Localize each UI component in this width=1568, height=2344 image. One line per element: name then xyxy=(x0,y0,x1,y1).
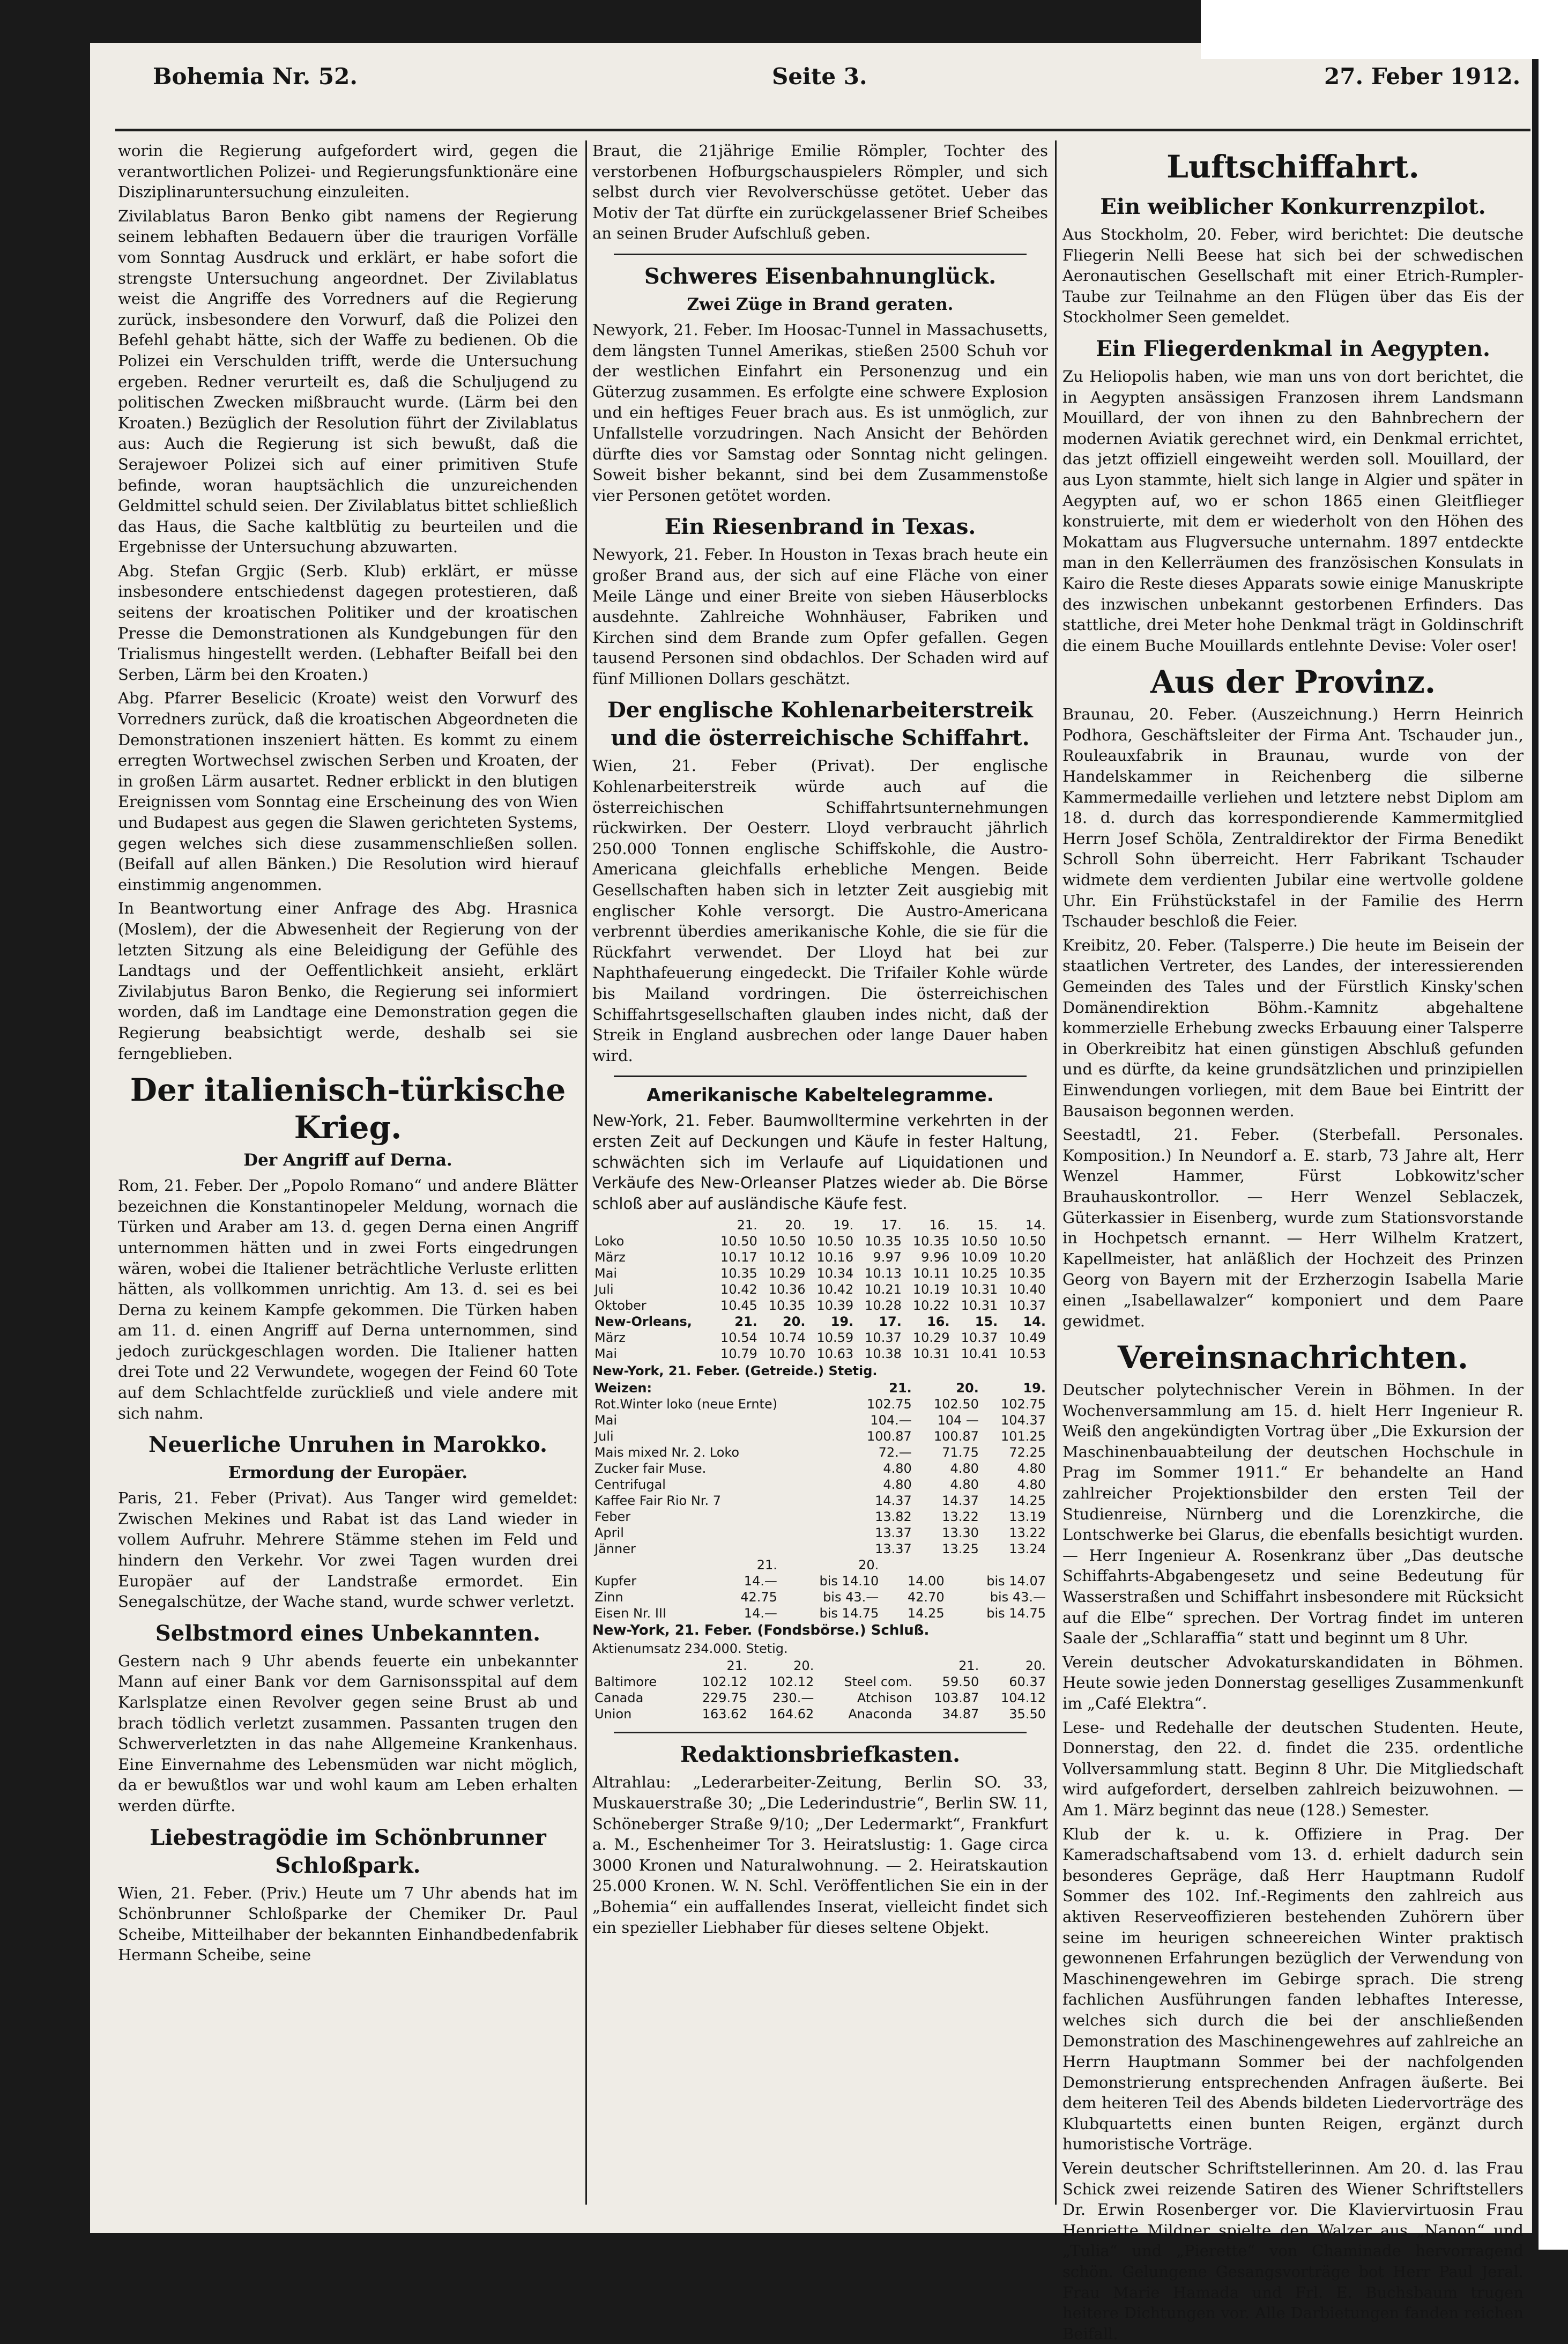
table-row xyxy=(592,1428,1048,1444)
table-cell: 10.35 xyxy=(865,1234,902,1249)
table-cell: Feber xyxy=(594,1509,631,1525)
table-header-cell: 20. xyxy=(956,1381,979,1396)
table-cell: Rot.Winter loko (neue Ernte) xyxy=(594,1397,778,1412)
table-cell: 10.74 xyxy=(768,1330,806,1346)
article-paragraph: Abg. Pfarrer Beselicic (Kroate) weist den Vorwurf des Vorredners zurück, daß die kroatischen Abgeordneten die Demonstrationen inszeniert hätten. Es kommt zu einem erregten Wortwechsel zwischen Serben und Kroaten, der in großen Lärm ausartet. Redner erblickt in den blutigen Ereignissen vom Sonntag eine Erscheinung des von Wien und Budapest aus gegen die Slawen gerichteten Systems, gegen welches sich diese zusammenschließen sollen. (Beifall auf allen Bänken.) Die Resolution wird hierauf einstimmig angenommen. xyxy=(118,689,578,894)
table-cell: 14.37 xyxy=(875,1493,912,1509)
table-header-row xyxy=(592,1217,1048,1233)
table-cell: 10.22 xyxy=(912,1298,950,1314)
table-cell: 4.80 xyxy=(1017,1461,1046,1477)
table-row xyxy=(592,1509,1048,1525)
table-row xyxy=(592,1346,1048,1362)
table-cell: 9.96 xyxy=(921,1250,950,1265)
table-cell: Kupfer xyxy=(594,1574,637,1589)
table-cell: 10.19 xyxy=(912,1282,950,1297)
table-row xyxy=(592,1281,1048,1297)
article-paragraph: Rom, 21. Feber. Der „Popolo Romano“ und andere Blätter bezeichnen die Konstantinopeler Meldung, wornach die Türken und Araber am 13. d. gegen Derna einen Angriff unternommen hätten und in zwei Forts eingedrungen wären, wobei die Italiener beträchtliche Verluste erlitten hätten, als vollkommen unrichtig. Am 13. d. sei es bei Derna zu keinem Kampfe gekommen. Die Türken haben am 11. d. einen Angriff auf Derna unternommen, sind jedoch zurückgeschlagen worden. Die Italiener hatten drei Tote und 22 Verwundete, wogegen der Feind 60 Tote auf dem Schlachtfelde zurückließ und viele andere mit sich nahm. xyxy=(118,1176,578,1422)
table-cell: 10.31 xyxy=(912,1346,950,1362)
article-paragraph: Braut, die 21jährige Emilie Römpler, Tochter des verstorbenen Hofburgschauspielers Römpler, und sich selbst durch vier Revolverschüsse getötet. Ueber das Motiv der Tat dürfte ein zurückgelassener Brief Scheibes an seinen Bruder Aufschluß geben. xyxy=(592,142,1048,243)
table-row xyxy=(592,1573,1048,1589)
metal-table xyxy=(592,1557,1048,1621)
table-cell: 10.50 xyxy=(961,1234,998,1249)
table-cell: 13.37 xyxy=(875,1525,912,1541)
table-header-cell: 15. xyxy=(975,1314,998,1330)
table-row xyxy=(592,1265,1048,1281)
table-cell: 10.35 xyxy=(768,1298,806,1314)
table-cell: 14.00 xyxy=(907,1574,945,1589)
table-cell: 10.35 xyxy=(720,1266,757,1281)
table-cell: 10.12 xyxy=(768,1250,806,1265)
article-paragraph: Seestadtl, 21. Feber. (Sterbefall. Personales. Komposition.) In Neundorf a. E. starb, 73 Jahre alt, Herr Wenzel Hammer, Fürst Lobkowitz'scher Brauhauskontrollor. — Herr Wenzel Seblaczek, Güterkassier in Eisenberg, wurde zum Stationsvorstande in Hochpetsch ernannt. — Herr Wilhelm Kratzert, Kapellmeister, hat anläßlich der Hochzeit des Prinzen Georg von Bayern mit der Erzherzogin Isabella Marie einen „Isabellawalzer“ komponiert und dem Paare gewidmet. xyxy=(1062,1125,1524,1330)
table-cell: 10.36 xyxy=(768,1282,806,1297)
table-cell: bis 43.— xyxy=(990,1590,1046,1605)
table-header-cell: 20. xyxy=(793,1658,814,1674)
table-cell: März xyxy=(594,1250,626,1265)
headline-provinz: Aus der Provinz. xyxy=(1150,664,1436,701)
table-cell: 10.54 xyxy=(720,1330,757,1346)
table-row xyxy=(592,1477,1048,1493)
article-paragraph: Wien, 21. Feber (Privat). Der englische Kohlenarbeiterstreik würde auch auf die österreichischen Schiffahrtsunternehmungen rückwirken. Der Oesterr. Lloyd verbraucht jährlich 250.000 Tonnen englische Schiffskohle, die Austro-Americana gleichfalls erhebliche Mengen. Beide Gesellschaften haben sich in letzter Zeit ausgiebig mit englischer Kohle versorgt. Die Austro-Americana verbrennt überdies amerikanische Kohle, die sie für die Rückfahrt verwendet. Der Lloyd hat bei zur Naphthafeuerung eingedeckt. Die Trifailer Kohle würde bis Mailand vordringen. Die österreichischen Schiffahrtsgesellschaften glauben indes nicht, daß der Streik in England ausbrechen oder lange Dauer haben wird. xyxy=(592,756,1048,1065)
table-cell: 10.40 xyxy=(1009,1282,1046,1297)
table-cell: Zinn xyxy=(594,1590,623,1605)
table-cell: 10.79 xyxy=(720,1346,757,1362)
table-cell: 14.25 xyxy=(907,1606,945,1621)
table-cell: Union xyxy=(594,1707,632,1722)
table-cell: 34.87 xyxy=(942,1707,979,1722)
article-paragraph: Verein deutscher Advokaturskandidaten in Böhmen. Heute sowie jeden Donnerstag geselliges Zusammenkunft im „Café Elektra“. xyxy=(1062,1652,1524,1712)
table-header-cell xyxy=(592,1557,714,1573)
article-paragraph: Deutscher polytechnischer Verein in Böhmen. In der Wochenversammlung am 15. d. hielt Herr Ingenieur R. Weiß den angekündigten Vortrag über „Die Exkursion der Maschinenbauabteilung der deutschen Hochschule in Prag im Sommer 1911.“ Er behandelte an Hand zahlreicher Projektionsbilder den ersten Teil der Studienreise, Nürnberg und die Lorenzkirche, die Lontschwerke bei Glarus, die ebenfalls besichtigt wurden. — Herr Ingenieur A. Rosenkranz über „Das deutsche Schiffahrts-Abgabengesetz und seine Bedeutung für Wasserstraßen und Schiffahrt insbesondere mit Rücksicht auf die Elbe“ sprechen. Der Vortrag findet im unteren Saale der „Schlaraffia“ statt und beginnt um 8 Uhr. xyxy=(1062,1381,1524,1648)
separator xyxy=(614,1732,1027,1733)
table-cell: Anaconda xyxy=(848,1707,912,1722)
table-header-cell: 21. xyxy=(756,1557,777,1573)
column-rule-2 xyxy=(1055,140,1057,2205)
headline-vereinsnachrichten: Vereinsnachrichten. xyxy=(1117,1339,1469,1376)
table-cell: 10.70 xyxy=(768,1346,806,1362)
table-cell: 10.29 xyxy=(912,1330,950,1346)
article-paragraph: Newyork, 21. Feber. Im Hoosac-Tunnel in Massachusetts, dem längsten Tunnel Amerikas, stießen 2500 Schuh vor der westlichen Einfahrt ein Personenzug und ein Güterzug zusammen. Es erfolgte eine schwere Explosion und ein heftiges Feuer brach aus. Es ist unmöglich, zur Unfallstelle vorzudringen. Nach Ansicht der Behörden dürfte dies vor Samstag oder Sonntag nicht gelingen. Soweit bisher bekannt, sind bei dem Zusammenstoße vier Personen getötet worden. xyxy=(592,320,1048,505)
table-cell: Baltimore xyxy=(594,1674,657,1690)
article-paragraph: Wien, 21. Feber. (Priv.) Heute um 7 Uhr abends hat im Schönbrunner Schloßparke der Chemiker Dr. Paul Scheibe, Mitteilhaber der bekannten Einhandbedenfabrik Hermann Scheibe, seine xyxy=(118,1883,578,1964)
table-cell: 10.11 xyxy=(912,1266,950,1281)
table-cell: 10.37 xyxy=(1009,1298,1046,1314)
table-header-cell: 15. xyxy=(977,1218,998,1233)
table-cell: 100.87 xyxy=(933,1429,979,1444)
table-header-cell: 21. xyxy=(958,1658,979,1674)
table-cell: 14.— xyxy=(744,1574,777,1589)
table-cell: 4.80 xyxy=(950,1477,979,1493)
table-cell: 10.49 xyxy=(1009,1330,1046,1346)
table-cell: bis 14.07 xyxy=(986,1574,1046,1589)
table-cell: 13.22 xyxy=(942,1509,979,1525)
header-center: Seite 3. xyxy=(772,63,867,90)
article-paragraph: In Beantwortung einer Anfrage des Abg. Hrasnica (Moslem), der die Abwesenheit der Regierung von der letzten Sitzung als eine Beleidigung der Gefühle des Landtags und der Oeffentlichkeit ansieht, erklärt Zivilabjutus Baron Benko, die Regierung sei informiert worden, daß im Landtage eine Demonstration gegen die Regierung beabsichtigt werde, deshalb sei sie ferngeblieben. xyxy=(118,899,578,1063)
table-cell: 10.09 xyxy=(961,1250,998,1265)
table-cell: 10.31 xyxy=(961,1282,998,1297)
table-cell: 13.82 xyxy=(875,1509,912,1525)
table-cell: 10.50 xyxy=(720,1234,757,1249)
table-cell: April xyxy=(594,1525,624,1541)
table-cell: 10.41 xyxy=(961,1346,998,1362)
table-header-cell xyxy=(816,1658,914,1674)
table-header-row xyxy=(592,1314,1048,1330)
table-header-cell: 20. xyxy=(858,1557,879,1573)
table-cell: 14.37 xyxy=(942,1493,979,1509)
table-cell: 104.12 xyxy=(1001,1690,1046,1706)
article-paragraph: Newyork, 21. Feber. In Houston in Texas brach heute ein großer Brand aus, der sich auf eine Fläche von einer Meile Länge und einer Breite von sieben Häuserblocks ausdehnte. Zahlreiche Wohnhäuser, Fabriken und Kirchen sind dem Brande zum Opfer gefallen. Gegen tausend Personen sind obdachlos. Der Schaden wird auf fünf Millionen Dollars geschätzt. xyxy=(592,545,1048,688)
table-cell: Loko xyxy=(594,1234,625,1249)
table-cell: 10.34 xyxy=(816,1266,854,1281)
table-cell: 13.19 xyxy=(1009,1509,1046,1525)
article-paragraph: Braunau, 20. Feber. (Auszeichnung.) Herrn Heinrich Podhora, Geschäftsleiter der Firma Ant. Tschauder jun., Rouleauxfabrik in Braunau, wurde von der Handelskammer in Reichenberg die silberne Kammermedaille verliehen und letztere nebst Diplom am 18. d. durch das korrespondierende Kammermitglied Herrn Josef Schöla, Zentraldirektor der Firma Benedikt Schroll Sohn überreicht. Herr Fabrikant Tschauder widmete dem verdienten Jubilar eine wertvolle goldene Uhr. Ein Frühstückstafel in der Familie des Herrn Tschauder beschloß die Feier. xyxy=(1062,705,1524,931)
separator xyxy=(614,254,1027,255)
table-cell: Atchison xyxy=(857,1690,912,1706)
headline-kabeltelegramme: Amerikanische Kabeltelegramme. xyxy=(646,1085,994,1107)
table-row xyxy=(592,1444,1048,1460)
table-cell: 102.50 xyxy=(933,1397,979,1412)
article-paragraph: Abg. Stefan Grgjic (Serb. Klub) erklärt, er müsse insbesondere entschiedenst dagegen protestieren, daß seitens der kroatischen Politiker und der kroatischen Presse die Demonstrationen als Kundgebungen für den Trialismus hingestellt werden. (Lebhafter Beifall bei den Serben, Lärm bei den Kroaten.) xyxy=(118,561,578,684)
table-cell: 104 — xyxy=(937,1413,979,1428)
table-cell: Canada xyxy=(594,1690,644,1706)
column-2 xyxy=(592,140,1048,2205)
table-cell: Juli xyxy=(594,1429,614,1444)
header-right: 27. Feber 1912. xyxy=(1324,63,1521,90)
table-header-cell: 21. xyxy=(889,1381,912,1396)
table-header-cell: 19. xyxy=(1023,1381,1046,1396)
table-cell: März xyxy=(594,1330,626,1346)
table-header-cell: 20. xyxy=(782,1314,806,1330)
table-cell: bis 43.— xyxy=(823,1590,879,1605)
stock-table xyxy=(592,1658,1048,1722)
scan-margin xyxy=(1539,0,1568,2250)
table-cell: 100.87 xyxy=(866,1429,912,1444)
table-cell: 10.59 xyxy=(816,1330,854,1346)
headline-krieg: Der italienisch-türkische Krieg. xyxy=(130,1072,566,1146)
table-cell: Zucker fair Muse. xyxy=(594,1461,707,1477)
column-1 xyxy=(118,140,578,2205)
table-cell: Mais mixed Nr. 2. Loko xyxy=(594,1445,740,1460)
table-cell: 230.— xyxy=(772,1690,814,1706)
table-cell: 10.31 xyxy=(961,1298,998,1314)
table-header-row xyxy=(592,1380,1048,1396)
table-header-cell: 20. xyxy=(785,1218,806,1233)
table-cell: Centrifugal xyxy=(594,1477,666,1493)
table-cell: 59.50 xyxy=(942,1674,979,1690)
table-cell: 10.20 xyxy=(1009,1250,1046,1265)
table-row xyxy=(592,1330,1048,1346)
table-row xyxy=(592,1493,1048,1509)
table-cell: 101.25 xyxy=(1001,1429,1046,1444)
table-cell: 10.63 xyxy=(816,1346,854,1362)
table-cell: 10.13 xyxy=(865,1266,902,1281)
table-header-cell: 19. xyxy=(830,1314,854,1330)
subheadline-europaer: Ermordung der Europäer. xyxy=(228,1463,468,1483)
table-cell: 104.37 xyxy=(1001,1413,1046,1428)
headline-kohlenstreik: Der englische Kohlenarbeiterstreik und die österreichische Schiffahrt. xyxy=(607,698,1033,751)
table-cell: 102.12 xyxy=(702,1674,747,1690)
table-cell: 13.25 xyxy=(942,1541,979,1557)
table-cell: 10.38 xyxy=(865,1346,902,1362)
table-cell: Eisen Nr. III xyxy=(594,1606,667,1621)
table-cell: 102.12 xyxy=(769,1674,814,1690)
headline-redaktion: Redaktionsbriefkasten. xyxy=(680,1742,961,1768)
table-cell: 10.39 xyxy=(816,1298,854,1314)
article-paragraph: Zu Heliopolis haben, wie man uns von dort berichtet, die in Aegypten ansässigen Franzosen ihrem Landsmann Mouillard, der von ihnen zu den Bahnbrechern der modernen Aviatik gerechnet wird, ein Denkmal errichtet, das jetzt offiziell eingeweiht werden soll. Mouillard, der aus Lyon stammte, hielt sich lange in Algier und später in Aegypten auf, wo er schon 1865 einen Gleitflieger konstruierte, mit dem er wiederholt von den Höhen des Mokattam aus Flugversuche unternahm. 1897 entdeckte man in den Kellerräumen des französischen Konsulats in Kairo die Reste dieses Apparats sowie einige Manuskripte des inzwischen unbekannt gestorbenen Erfinders. Das stattliche, drei Meter hohe Denkmal trägt in Goldinschrift die einem Buche Mouillards entlehnte Devise: Voler oser! xyxy=(1062,367,1524,655)
table-cell: 42.70 xyxy=(907,1590,945,1605)
subheadline-zuege: Zwei Züge in Brand geraten. xyxy=(687,294,954,314)
table-cell: 10.35 xyxy=(1009,1266,1046,1281)
table-cell: 10.25 xyxy=(961,1266,998,1281)
article-paragraph: Lese- und Redehalle der deutschen Studenten. Heute, Donnerstag, den 22. d. findet die 235. ordentliche Vollversammlung statt. Beginn 8 Uhr. Die Mitgliedschaft wird aufgefordert, derselben zahlreich beizuwohnen. — Am 1. März beginnt das neue (128.) Semester. xyxy=(1062,1718,1524,1819)
table-cell: 72.— xyxy=(878,1445,912,1460)
table-header-cell: 21. xyxy=(737,1218,757,1233)
table-cell: 102.75 xyxy=(866,1397,912,1412)
getreide-title: New-York, 21. Feber. (Getreide.) Stetig. xyxy=(592,1363,878,1379)
table-header-cell: 20. xyxy=(1025,1658,1046,1674)
table-header-cell: 14. xyxy=(1025,1218,1046,1233)
table-cell: 9.97 xyxy=(873,1250,902,1265)
table-cell: 14.25 xyxy=(1009,1493,1046,1509)
table-cell: 42.75 xyxy=(740,1590,777,1605)
table-cell: bis 14.75 xyxy=(986,1606,1046,1621)
table-row xyxy=(592,1541,1048,1557)
table-row xyxy=(592,1690,1048,1706)
table-header-cell: 14. xyxy=(1023,1314,1046,1330)
table-cell: 60.37 xyxy=(1009,1674,1046,1690)
table-cell: 10.29 xyxy=(768,1266,806,1281)
table-header-row xyxy=(592,1557,1048,1573)
article-paragraph: Aus Stockholm, 20. Feber, wird berichtet: Die deutsche Fliegerin Nelli Beese hat sich bei der schwedischen Aeronautischen Gesellschaft mit einer Etrich-Rumpler-Taube zur Teilnahme an den Flügen über das Eis der Stockholmer Seen gemeldet. xyxy=(1062,225,1524,327)
subheadline-derna: Der Angriff auf Derna. xyxy=(243,1151,452,1170)
table-row xyxy=(592,1674,1048,1690)
header-rule xyxy=(115,129,1530,131)
table-row xyxy=(592,1396,1048,1412)
table-row xyxy=(592,1706,1048,1722)
table-row xyxy=(592,1525,1048,1541)
table-header-cell: 16. xyxy=(929,1218,950,1233)
article-paragraph: Gestern nach 9 Uhr abends feuerte ein unbekannter Mann auf einer Bank vor dem Garnisonsspital auf dem Karlsplatze einen Revolver gegen seine Brust ab und brach tödlich verletzt zusammen. Passanten trugen den Schwerverletzten in das nahe Allgemeine Krankenhaus. Eine Einvernahme des Lebensmüden war nicht möglich, da er bewußtlos war und wohl kaum am Leben erhalten werden dürfte. xyxy=(118,1651,578,1815)
table-row xyxy=(592,1605,1048,1621)
article-paragraph: Altrahlau: „Lederarbeiter-Zeitung, Berlin SO. 33, Muskauerstraße 30; „Die Lederindustrie“, Berlin SW. 11, Schöneberger Straße 9/10; „Der Ledermarkt“, Frankfurt a. M., Eschenheimer Tor 3. Heiratslustig: 1. Gage circa 3000 Kronen und Naturalwohnung. — 2. Heiratskaution 25.000 Kronen. W. N. Schl. Veröffentlichen Sie ein in der „Bohemia“ ein auffallendes Inserat, vielleicht findet sich ein spezieller Liebhaber für dieses seltene Objekt. xyxy=(592,1773,1048,1937)
table-cell: 13.37 xyxy=(875,1541,912,1557)
table-cell: 10.42 xyxy=(720,1282,757,1297)
fonds-subtitle: Aktienumsatz 234.000. Stetig. xyxy=(592,1641,788,1657)
table-cell: 10.42 xyxy=(816,1282,854,1297)
table-cell: Kaffee Fair Rio Nr. 7 xyxy=(594,1493,721,1509)
table-cell: 10.16 xyxy=(816,1250,854,1265)
table-cell: 71.75 xyxy=(942,1445,979,1460)
table-cell: 4.80 xyxy=(1017,1477,1046,1493)
article-paragraph: Kreibitz, 20. Feber. (Talsperre.) Die heute im Beisein der staatlichen Vertreter, des Landes, der interessierenden Gemeinden des Tales und der Fürstlich Kinsky'schen Domänendirektion Böhm.-Kamnitz abgehaltene kommerzielle Erhebung zwecks Erbauung einer Talsperre in Oberkreibitz hat einen günstigen Abschluß gefunden und es dürfte, da keine grundsätzlichen und prinzipiellen Einwendungen vorliegen, mit dem Baue bei Eintritt der Bausaison begonnen werden. xyxy=(1062,936,1524,1120)
headline-luftschiffahrt: Luftschiffahrt. xyxy=(1166,149,1420,185)
headline-eisenbahn: Schweres Eisenbahnunglück. xyxy=(644,263,997,289)
table-row xyxy=(592,1249,1048,1265)
table-cell: Oktober xyxy=(594,1298,646,1314)
table-cell: 13.24 xyxy=(1009,1541,1046,1557)
separator xyxy=(614,1075,1027,1077)
table-cell: 4.80 xyxy=(883,1461,912,1477)
article-paragraph: Verein deutscher Schriftstellerinnen. Am 20. d. las Frau Schick zwei reizende Satiren des Wiener Schriftstellers Dr. Erwin Rosenberger vor. Die Klaviervirtuosin Frau Henriette Mildner spielte den Walzer aus „Nanon“ und „Tulia“ und „Pierette“ von Chaminade hervorragend schön. Gelungene Gesangsvorträge bot Herr Paul Jeral. Frau Marie Hamada und Frl. E. Buchsbaum trugen heitere Dichtungen vor. Alle Darbietungen fanden reichen Beifall. xyxy=(1062,2159,1524,2343)
table-cell: Mai xyxy=(594,1346,618,1362)
article-paragraph: worin die Regierung aufgefordert wird, gegen die verantwortlichen Polizei- und Regierungsfunktionäre eine Disziplinaruntersuchung einzuleiten. xyxy=(118,142,578,202)
headline-liebestragoedie: Liebestragödie im Schönbrunner Schloßpark. xyxy=(150,1824,546,1878)
table-cell: Jänner xyxy=(594,1541,636,1557)
table-header-cell: New-Orleans, xyxy=(594,1314,692,1330)
table-row xyxy=(592,1297,1048,1314)
table-cell: 10.37 xyxy=(865,1330,902,1346)
table-cell: 10.28 xyxy=(865,1298,902,1314)
table-cell: 104.— xyxy=(870,1413,912,1428)
table-cell: bis 14.10 xyxy=(819,1574,879,1589)
headline-selbstmord: Selbstmord eines Unbekannten. xyxy=(155,1620,541,1646)
column-rule-1 xyxy=(585,140,587,2205)
cotton-table xyxy=(592,1217,1048,1362)
table-cell: 13.30 xyxy=(942,1525,979,1541)
header-left: Bohemia Nr. 52. xyxy=(153,63,358,90)
table-row xyxy=(592,1460,1048,1477)
table-cell: 10.35 xyxy=(912,1234,950,1249)
table-header-cell: 16. xyxy=(927,1314,950,1330)
article-paragraph: Paris, 21. Feber (Privat). Aus Tanger wird gemeldet: Zwischen Mekines und Rabat ist das Land wieder in vollem Aufruhr. Mehrere Stämme stehen im Feld und hindern den Verkehr. Vor zwei Tagen wurden drei Europäer auf der Landstraße ermordet. Ein Senegalschütze, der Wache stand, wurde schwer verletzt. xyxy=(118,1489,578,1611)
table-cell: 103.87 xyxy=(934,1690,979,1706)
column-3 xyxy=(1062,140,1524,2343)
table-cell: Juli xyxy=(594,1282,614,1297)
fonds-title: New-York, 21. Feber. (Fondsbörse.) Schluß. xyxy=(592,1622,930,1639)
table-cell: 164.62 xyxy=(769,1707,814,1722)
article-paragraph: New-York, 21. Feber. Baumwolltermine verkehrten in der ersten Zeit auf Deckungen und Käufe in fester Haltung, schwächten sich im Verlaufe auf Liquidationen und Verkäufe des New-Orleanser Platzes wieder ab. Die Börse schloß aber auf ausländische Käufe fest. xyxy=(592,1111,1048,1213)
table-cell: 10.50 xyxy=(768,1234,806,1249)
table-header-cell: 17. xyxy=(879,1314,902,1330)
table-row xyxy=(592,1412,1048,1428)
article-paragraph: Klub der k. u. k. Offiziere in Prag. Der Kameradschaftsabend vom 13. d. erhielt dadurch sein besonderes Gepräge, daß Herr Hauptmann Rudolf Sommer des 102. Inf.-Regiments den zahlreich aus aktiven Reserveoffizieren bestehenden Zuhörern über seine im heurigen schneereichen Winter praktisch gewonnenen Erfahrungen bezüglich der Verwendung von Maschinengewehren im Gebirge sprach. Die streng fachlichen Ausführungen fanden lebhaftes Interesse, welches sich durch die bei der anschließenden Demonstration des Maschinengewehres auf zahlreiche an Herrn Hauptmann Sommer bei der nachfolgenden Demonstrierung entsprechenden Anfragen äußerte. Bei dem heiteren Teil des Abends bildeten Liedervorträge des Klubquartetts einen bunten Reigen, ergänzt durch humoristische Vorträge. xyxy=(1062,1824,1524,2154)
table-cell: 10.53 xyxy=(1009,1346,1046,1362)
table-cell: 102.75 xyxy=(1001,1397,1046,1412)
grain-table xyxy=(592,1380,1048,1557)
table-cell: 14.— xyxy=(744,1606,777,1621)
table-cell: 35.50 xyxy=(1009,1707,1046,1722)
table-cell: 13.22 xyxy=(1009,1525,1046,1541)
table-cell: 4.80 xyxy=(883,1477,912,1493)
article-paragraph: Zivilablatus Baron Benko gibt namens der Regierung seinem lebhaften Bedauern über die traurigen Vorfälle vom Sonntag Ausdruck und erklärt, er habe sofort die strengste Untersuchung angeordnet. Der Zivilablatus weist die Angriffe des Vorredners auf die Regierung zurück, insbesondere den Vorwurf, daß die Polizei den Befehl gehabt hätte, sich der Waffe zu bedienen. Ob die Polizei ein Verschulden trifft, werde die Untersuchung ergeben. Redner verurteilt es, daß die Schuljugend zu politischen Zwecken mißbraucht wurde. (Lärm bei den Kroaten.) Bezüglich der Resolution führt der Zivilablatus aus: Auch die Regierung ist sich bewußt, daß die Serajewoer Polizei sich auf einer primitiven Stufe befinde, woran hauptsächlich die unzureichenden Geldmittel schuld seien. Der Zivilablatus bittet schließlich das Haus, die Sache kaltblütig zu beurteilen und die Ergebnisse der Untersuchung abzuwarten. xyxy=(118,206,578,557)
table-header-cell: 17. xyxy=(881,1218,902,1233)
table-cell: Mai xyxy=(594,1413,618,1428)
table-cell: 229.75 xyxy=(702,1690,747,1706)
table-row xyxy=(592,1233,1048,1249)
table-cell: 10.50 xyxy=(1009,1234,1046,1249)
table-header-cell xyxy=(592,1658,682,1674)
headline-konkurrenzpilot: Ein weiblicher Konkurrenzpilot. xyxy=(1100,194,1486,219)
table-header-row xyxy=(592,1658,1048,1674)
table-row xyxy=(592,1589,1048,1605)
table-header-cell: Weizen: xyxy=(594,1381,652,1396)
headline-fliegerdenkmal: Ein Fliegerdenkmal in Aegypten. xyxy=(1096,336,1490,361)
table-cell: Steel com. xyxy=(844,1674,912,1690)
table-cell: 10.37 xyxy=(961,1330,998,1346)
table-header-cell xyxy=(592,1217,711,1233)
table-cell: 10.17 xyxy=(720,1250,757,1265)
table-header-cell: 21. xyxy=(726,1658,747,1674)
table-cell: bis 14.75 xyxy=(819,1606,879,1621)
headline-riesenbrand: Ein Riesenbrand in Texas. xyxy=(664,514,976,540)
table-header-cell: 19. xyxy=(833,1218,854,1233)
table-cell: 4.80 xyxy=(950,1461,979,1477)
table-cell: Mai xyxy=(594,1266,618,1281)
table-cell: 10.21 xyxy=(865,1282,902,1297)
scan-corner xyxy=(1201,0,1568,59)
table-cell: 72.25 xyxy=(1009,1445,1046,1460)
table-header-cell: 21. xyxy=(734,1314,757,1330)
table-cell: 10.50 xyxy=(816,1234,854,1249)
table-cell: 10.45 xyxy=(720,1298,757,1314)
table-cell: 163.62 xyxy=(702,1707,747,1722)
headline-marokko: Neuerliche Unruhen in Marokko. xyxy=(148,1432,547,1458)
